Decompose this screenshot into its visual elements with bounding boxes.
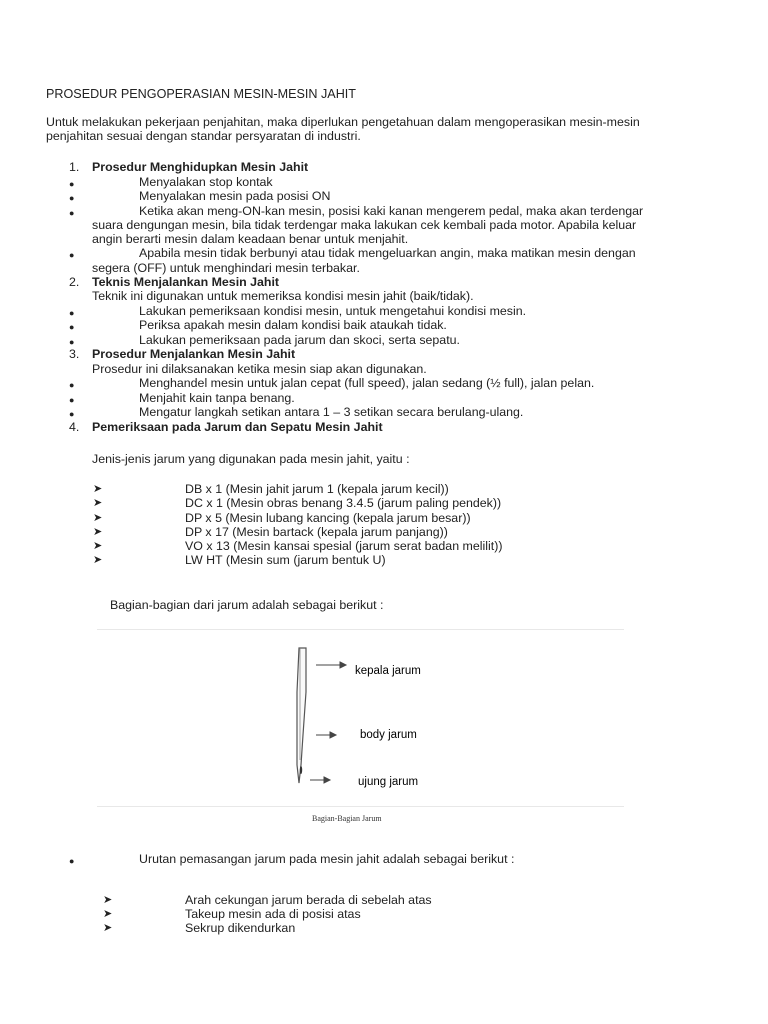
section-1-item-continuation: segera (OFF) untuk menghindari mesin terbakar. xyxy=(92,261,360,275)
section-1-item-continuation: angin berarti mesin dalam keadaan benar untuk menjahit. xyxy=(92,232,409,246)
bullet-icon: ● xyxy=(69,395,75,405)
section-1-heading: Prosedur Menghidupkan Mesin Jahit xyxy=(92,160,309,174)
figure-top-rule xyxy=(97,629,624,630)
bullet-icon: ● xyxy=(69,322,75,332)
section-2-item: Periksa apakah mesin dalam kondisi baik ataukah tidak. xyxy=(139,318,447,332)
bullet-icon: ● xyxy=(69,308,75,318)
needle-type-item: VO x 13 (Mesin kansai spesial (jarum serat badan melilit)) xyxy=(185,539,503,553)
needle-type-item: LW HT (Mesin sum (jarum bentuk U) xyxy=(185,553,386,567)
needle-parts-intro: Bagian-bagian dari jarum adalah sebagai berikut : xyxy=(110,598,384,612)
bullet-icon: ● xyxy=(69,193,75,203)
section-4-description: Jenis-jenis jarum yang digunakan pada mesin jahit, yaitu : xyxy=(92,452,410,466)
section-3-description: Prosedur ini dilaksanakan ketika mesin siap akan digunakan. xyxy=(92,362,427,376)
section-3-item: Menghandel mesin untuk jalan cepat (full speed), jalan sedang (½ full), jalan pelan. xyxy=(139,376,595,390)
section-2-item: Lakukan pemeriksaan pada jarum dan skoci, serta sepatu. xyxy=(139,333,460,347)
arrow-bullet-icon: ➤ xyxy=(93,497,103,509)
installation-step: Takeup mesin ada di posisi atas xyxy=(185,907,361,921)
section-2-description: Teknik ini digunakan untuk memeriksa kondisi mesin jahit (baik/tidak). xyxy=(92,289,474,303)
installation-step: Sekrup dikendurkan xyxy=(185,921,296,935)
section-1-item: Ketika akan meng-ON-kan mesin, posisi kaki kanan mengerem pedal, maka akan terdengar xyxy=(139,204,644,218)
installation-step: Arah cekungan jarum berada di sebelah atas xyxy=(185,893,432,907)
section-1-item-continuation: suara dengungan mesin, bila tidak terdengar maka lakukan cek kembali pada motor. Apabila keluar xyxy=(92,218,637,232)
bullet-icon: ● xyxy=(69,409,75,419)
needle-type-item: DP x 5 (Mesin lubang kancing (kepala jarum besar)) xyxy=(185,511,471,525)
document-title: PROSEDUR PENGOPERASIAN MESIN-MESIN JAHIT xyxy=(46,87,356,101)
arrow-bullet-icon: ➤ xyxy=(93,526,103,538)
arrow-bullet-icon: ➤ xyxy=(93,540,103,552)
needle-diagram xyxy=(280,640,460,800)
bullet-icon: ● xyxy=(69,250,75,260)
section-4-number: 4. xyxy=(69,420,80,434)
section-1-item: Apabila mesin tidak berbunyi atau tidak mengeluarkan angin, maka matikan mesin dengan xyxy=(139,246,636,260)
needle-type-item: DC x 1 (Mesin obras benang 3.4.5 (jarum paling pendek)) xyxy=(185,496,502,510)
figure-caption: Bagian-Bagian Jarum xyxy=(312,814,382,823)
section-4-heading: Pemeriksaan pada Jarum dan Sepatu Mesin Jahit xyxy=(92,420,383,434)
bullet-icon: ● xyxy=(69,179,75,189)
arrow-bullet-icon: ➤ xyxy=(93,483,103,495)
section-2-heading: Teknis Menjalankan Mesin Jahit xyxy=(92,275,280,289)
needle-label-tip: ujung jarum xyxy=(358,776,419,788)
intro-paragraph: Untuk melakukan pekerjaan penjahitan, maka diperlukan pengetahuan dalam mengoperasikan mesin-mesin penjahitan sesuai dengan standar persyaratan di industri. xyxy=(46,115,640,144)
bullet-icon: ● xyxy=(69,380,75,390)
section-3-heading: Prosedur Menjalankan Mesin Jahit xyxy=(92,347,296,361)
section-3-number: 3. xyxy=(69,347,80,361)
arrow-bullet-icon: ➤ xyxy=(103,908,113,920)
section-1-item: Menyalakan stop kontak xyxy=(139,175,273,189)
installation-intro: Urutan pemasangan jarum pada mesin jahit adalah sebagai berikut : xyxy=(139,852,515,866)
needle-type-item: DB x 1 (Mesin jahit jarum 1 (kepala jarum kecil)) xyxy=(185,482,449,496)
section-2-item: Lakukan pemeriksaan kondisi mesin, untuk mengetahui kondisi mesin. xyxy=(139,304,527,318)
section-3-item: Menjahit kain tanpa benang. xyxy=(139,391,295,405)
bullet-icon: ● xyxy=(69,337,75,347)
needle-label-body: body jarum xyxy=(360,729,417,741)
arrow-bullet-icon: ➤ xyxy=(103,894,113,906)
needle-label-head: kepala jarum xyxy=(355,665,421,677)
section-1-number: 1. xyxy=(69,160,80,174)
section-3-item: Mengatur langkah setikan antara 1 – 3 setikan secara berulang-ulang. xyxy=(139,405,524,419)
needle-type-item: DP x 17 (Mesin bartack (kepala jarum panjang)) xyxy=(185,525,448,539)
arrow-bullet-icon: ➤ xyxy=(93,554,103,566)
bullet-icon: ● xyxy=(69,856,75,866)
figure-bottom-rule xyxy=(97,806,624,807)
arrow-bullet-icon: ➤ xyxy=(103,922,113,934)
bullet-icon: ● xyxy=(69,208,75,218)
arrow-bullet-icon: ➤ xyxy=(93,512,103,524)
section-2-number: 2. xyxy=(69,275,80,289)
section-1-item: Menyalakan mesin pada posisi ON xyxy=(139,189,331,203)
